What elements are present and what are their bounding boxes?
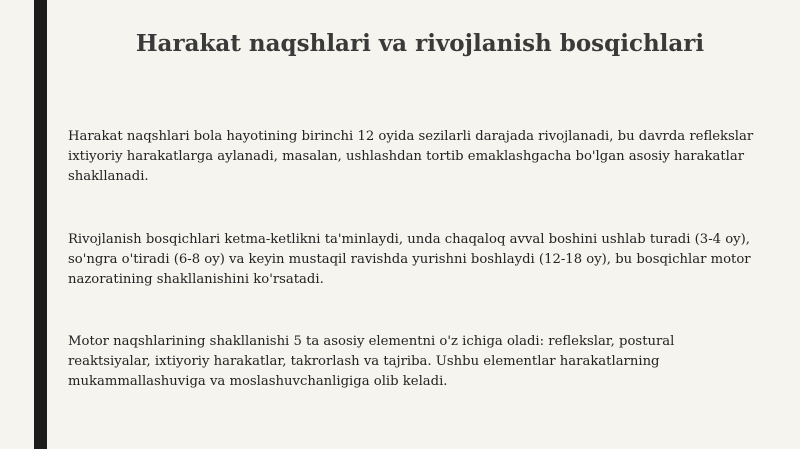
paragraph-motor-elements: Motor naqshlarining shakllanishi 5 ta asosiy elementni o'z ichiga oladi: reflekslar, postural reaktsiyalar, ixtiyoriy harakatlar, takrorlash va tajriba. Ushbu elementlar harakatlarning mukammallashuviga va moslashuvchanligiga olib keladi. xyxy=(68,334,675,389)
slide-title: Harakat naqshlari va rivojlanish bosqichlari xyxy=(135,30,705,57)
paragraph-movement-patterns: Harakat naqshlari bola hayotining birinchi 12 oyida sezilarli darajada rivojlanadi, bu davrda reflekslar ixtiyoriy harakatlarga aylanadi, masalan, ushlashdan tortib emaklashgacha bo'lgan asosiy harakatlar shakllanadi. xyxy=(68,129,754,184)
paragraph-development-stages: Rivojlanish bosqichlari ketma-ketlikni ta'minlaydi, unda chaqaloq avval boshini ushlab turadi (3-4 oy), so'ngra o'tiradi (6-8 oy) va keyin mustaqil ravishda yurishni boshlaydi (12-18 oy), bu bosqichlar motor nazoratining shakllanishini ko'rsatadi. xyxy=(68,232,751,287)
side-accent-bar xyxy=(34,0,47,449)
